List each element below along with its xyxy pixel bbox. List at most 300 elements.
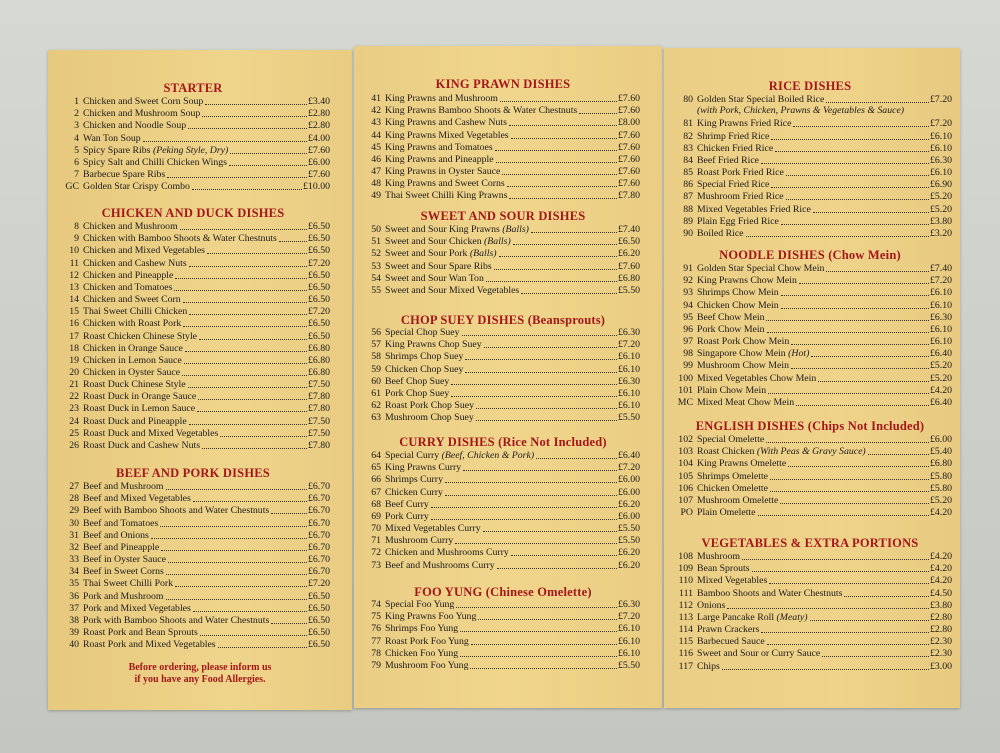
- item-name: Beef Curry: [385, 498, 429, 510]
- item-name: Chicken and Pineapple: [83, 269, 174, 281]
- item-price: £7.50: [307, 427, 330, 439]
- menu-item: [669, 129, 952, 141]
- item-price: £6.10: [929, 167, 952, 179]
- menu-item: [357, 141, 640, 153]
- item-note: (Balls): [502, 224, 529, 236]
- menu-item: [669, 202, 952, 214]
- dot-leader: [775, 151, 929, 152]
- dot-leader: [799, 283, 929, 284]
- item-price: £7.60: [617, 105, 640, 117]
- menu-item: [357, 546, 640, 558]
- dot-leader: [189, 424, 307, 425]
- dot-leader: [189, 266, 307, 267]
- item-number: 116: [678, 648, 693, 660]
- menu-item: [357, 498, 640, 510]
- menu-item: [55, 119, 330, 131]
- item-number: 32: [69, 541, 79, 553]
- menu-item: [669, 262, 952, 274]
- item-price: £6.30: [617, 599, 640, 611]
- item-price: £6.10: [617, 623, 640, 635]
- item-name: Roast Pork Fried Rice: [697, 167, 784, 179]
- item-price: £6.10: [929, 323, 952, 335]
- item-price: £2.30: [929, 636, 952, 648]
- item-price: £6.50: [307, 269, 330, 281]
- item-price: £6.00: [617, 510, 640, 522]
- item-number: 94: [683, 299, 693, 311]
- item-number: 24: [69, 415, 79, 427]
- dot-leader: [184, 363, 307, 364]
- item-price: £5.40: [929, 446, 952, 458]
- dot-leader: [796, 405, 929, 406]
- menu-item: [55, 107, 330, 119]
- dot-leader: [780, 503, 929, 504]
- item-name: Chicken with Roast Pork: [83, 318, 182, 330]
- item-name: Shrimps Omelette: [697, 470, 769, 482]
- item-number: 30: [69, 517, 79, 529]
- item-number: 42: [371, 105, 381, 117]
- menu-item: [357, 223, 640, 235]
- dot-leader: [761, 163, 929, 164]
- dot-leader: [810, 620, 929, 621]
- dot-leader: [484, 347, 617, 348]
- item-number: 102: [678, 434, 693, 446]
- item-price: £7.80: [307, 403, 330, 415]
- item-price: £6.10: [929, 142, 952, 154]
- item-name: Special Omelette: [697, 434, 765, 446]
- item-number: 84: [683, 154, 693, 166]
- item-name: Shrimps Foo Yung: [385, 623, 459, 635]
- item-price: £6.80: [307, 342, 330, 354]
- dot-leader: [451, 384, 617, 385]
- dot-leader: [811, 356, 929, 357]
- item-number: 115: [678, 636, 693, 648]
- item-name: Beef with Bamboo Shoots and Water Chestnuts: [83, 505, 270, 517]
- item-number: 41: [371, 93, 381, 105]
- dot-leader: [781, 224, 929, 225]
- menu-item: [357, 510, 640, 522]
- menu-item: [669, 335, 952, 347]
- item-number: 107: [678, 494, 693, 506]
- item-price: £4.00: [307, 132, 330, 144]
- item-number: 72: [371, 547, 381, 559]
- item-number: 12: [69, 269, 79, 281]
- item-price: £6.70: [307, 493, 330, 505]
- item-price: £6.10: [617, 635, 640, 647]
- menu-item: [357, 461, 640, 473]
- item-price: £5.80: [929, 482, 952, 494]
- dot-leader: [781, 308, 929, 309]
- section-title-noodle-dishes-chow-mein: NOODLE DISHES (Chow Mein): [719, 248, 901, 262]
- item-number: 28: [69, 493, 79, 505]
- item-number: 34: [69, 566, 79, 578]
- dot-leader: [769, 583, 929, 584]
- item-name: Bean Sprouts: [697, 563, 750, 575]
- item-number: 18: [69, 342, 79, 354]
- item-price: £3.00: [929, 660, 952, 672]
- dot-leader: [205, 104, 307, 105]
- item-number: 19: [69, 354, 79, 366]
- menu-item: [357, 350, 640, 362]
- item-price: £6.70: [307, 554, 330, 566]
- dot-leader: [460, 656, 617, 657]
- dot-leader: [781, 295, 929, 296]
- menu-item: [357, 473, 640, 485]
- item-price: £7.20: [617, 611, 640, 623]
- item-price: £6.70: [307, 566, 330, 578]
- item-name: Shrimp Fried Rice: [697, 130, 770, 142]
- item-number: 55: [371, 284, 381, 296]
- dot-leader: [460, 631, 617, 632]
- item-name: Bamboo Shoots and Water Chestnuts: [697, 587, 843, 599]
- dot-leader: [868, 454, 929, 455]
- item-number: 36: [69, 590, 79, 602]
- dot-leader: [727, 608, 929, 609]
- item-price: £5.50: [617, 659, 640, 671]
- item-name: Pork with Bamboo Shoots and Water Chestnuts: [83, 614, 270, 626]
- dot-leader: [844, 596, 929, 597]
- item-name: Mushroom Omelette: [697, 494, 779, 506]
- item-name: Golden Star Special Boiled Rice: [697, 94, 825, 106]
- item-number: 23: [69, 403, 79, 415]
- item-note: (Hot): [788, 348, 810, 360]
- item-price: £4.20: [929, 507, 952, 519]
- item-price: £6.10: [617, 400, 640, 412]
- dot-leader: [767, 644, 929, 645]
- item-price: £6.20: [617, 248, 640, 260]
- dot-leader: [511, 555, 617, 556]
- item-price: £6.70: [307, 481, 330, 493]
- item-name: Chicken Chow Mein: [697, 299, 779, 311]
- item-number: 60: [371, 375, 381, 387]
- item-number: 69: [371, 510, 381, 522]
- menu-item: [669, 311, 952, 323]
- menu-item: [357, 153, 640, 165]
- item-price: £6.10: [617, 647, 640, 659]
- item-price: £6.00: [307, 156, 330, 168]
- item-number: 83: [683, 142, 693, 154]
- item-number: 9: [74, 233, 79, 245]
- item-name: Roast Pork and Mixed Vegetables: [83, 639, 216, 651]
- item-name: Beef Chop Suey: [385, 375, 450, 387]
- item-name: Roast Pork and Bean Sprouts: [83, 626, 198, 638]
- menu-item: [669, 494, 952, 506]
- menu-item: [669, 635, 952, 647]
- menu-item: [669, 611, 952, 623]
- item-name: Sweet and Sour Spare Ribs: [385, 260, 492, 272]
- item-number: 38: [69, 614, 79, 626]
- item-number: 7: [74, 169, 79, 181]
- item-name: Mushroom Foo Yung: [385, 659, 469, 671]
- item-number: 33: [69, 554, 79, 566]
- menu-item: [55, 427, 330, 439]
- item-price: £7.80: [307, 391, 330, 403]
- item-price: £7.60: [307, 144, 330, 156]
- dot-leader: [511, 138, 617, 139]
- item-number: 111: [679, 587, 693, 599]
- item-number: 93: [683, 287, 693, 299]
- dot-leader: [445, 495, 617, 496]
- dot-leader: [463, 470, 617, 471]
- item-price: £6.10: [617, 363, 640, 375]
- menu-item: [55, 492, 330, 504]
- item-number: 66: [371, 474, 381, 486]
- menu-item: [669, 323, 952, 335]
- dot-leader: [818, 381, 929, 382]
- menu-item: [357, 116, 640, 128]
- item-number: 48: [371, 178, 381, 190]
- dot-leader: [151, 538, 307, 539]
- dot-leader: [497, 568, 617, 569]
- menu-item: [55, 180, 330, 192]
- menu-item: [669, 166, 952, 178]
- item-note: (Beef, Chicken & Pork): [441, 450, 535, 462]
- dot-leader: [494, 269, 617, 270]
- item-price: £6.10: [929, 299, 952, 311]
- item-price: £2.30: [929, 648, 952, 660]
- dot-leader: [786, 175, 929, 176]
- item-number: 59: [371, 363, 381, 375]
- item-name: Roast Pork Chop Suey: [385, 400, 474, 412]
- item-price: £6.40: [929, 348, 952, 360]
- item-price: £5.20: [929, 191, 952, 203]
- item-number: 64: [371, 450, 381, 462]
- item-price: £6.40: [929, 396, 952, 408]
- item-number: 56: [371, 327, 381, 339]
- menu-item: [669, 574, 952, 586]
- item-name: Chicken Curry: [385, 486, 443, 498]
- item-number: 88: [683, 203, 693, 215]
- item-price: £6.30: [929, 154, 952, 166]
- menu-item: [55, 414, 330, 426]
- item-name: Pork Chop Suey: [385, 387, 450, 399]
- dot-leader: [218, 647, 307, 648]
- dot-leader: [476, 420, 617, 421]
- item-name: Mixed Vegetables: [697, 575, 768, 587]
- item-price: £6.50: [307, 233, 330, 245]
- item-price: £7.20: [929, 118, 952, 130]
- dot-leader: [531, 232, 617, 233]
- menu-item: [357, 235, 640, 247]
- item-name: King Prawns and Pineapple: [385, 153, 494, 165]
- item-name: Chicken and Sweet Corn Soup: [83, 96, 204, 108]
- item-name: Spicy Spare Ribs: [83, 144, 153, 156]
- item-name: Chips: [697, 660, 720, 672]
- menu-item: [55, 529, 330, 541]
- menu-item: [669, 93, 952, 105]
- menu-item: [55, 577, 330, 589]
- item-price: £7.60: [617, 141, 640, 153]
- dot-leader: [766, 320, 928, 321]
- dot-leader: [771, 187, 929, 188]
- menu-item: [357, 622, 640, 634]
- item-name: King Prawns and Sweet Corns: [385, 178, 505, 190]
- item-price: £5.50: [617, 523, 640, 535]
- menu-item: [55, 342, 330, 354]
- item-price: £7.40: [929, 263, 952, 275]
- item-name: Roast Duck and Cashew Nuts: [83, 439, 201, 451]
- item-name: Pork and Mixed Vegetables: [83, 602, 191, 614]
- item-name: King Prawns and Cashew Nuts: [385, 117, 507, 129]
- item-price: £6.50: [307, 590, 330, 602]
- dot-leader: [826, 102, 929, 103]
- menu-item: [55, 439, 330, 451]
- item-price: £3.80: [929, 215, 952, 227]
- item-number: 104: [678, 458, 693, 470]
- section-title-english-dishes-chips-not-included: ENGLISH DISHES (Chips Not Included): [695, 419, 925, 433]
- item-number: 11: [69, 257, 79, 269]
- menu-item: [669, 215, 952, 227]
- item-price: £6.10: [929, 336, 952, 348]
- dot-leader: [220, 436, 307, 437]
- item-name: Beef Chow Mein: [697, 311, 765, 323]
- item-price: £6.20: [617, 559, 640, 571]
- item-name: Singapore Chow Mein: [697, 348, 789, 360]
- menu-item: [669, 347, 952, 359]
- menu-item: [357, 411, 640, 423]
- dot-leader: [507, 186, 617, 187]
- item-name: Onions: [697, 599, 726, 611]
- item-price: £6.70: [307, 529, 330, 541]
- item-name: Beef and Pineapple: [83, 541, 160, 553]
- item-price: £5.20: [929, 372, 952, 384]
- item-name: Beef in Oyster Sauce: [83, 554, 166, 566]
- item-price: £2.80: [307, 120, 330, 132]
- item-price: £4.20: [929, 384, 952, 396]
- item-number: 63: [371, 412, 381, 424]
- item-name: Mushroom Chop Suey: [385, 412, 474, 424]
- item-price: £3.80: [929, 599, 952, 611]
- item-price: £5.80: [929, 470, 952, 482]
- item-number: 37: [69, 602, 79, 614]
- item-price: £2.80: [307, 108, 330, 120]
- menu-item: [55, 516, 330, 528]
- menu-item: [55, 144, 330, 156]
- dot-leader: [470, 668, 616, 669]
- menu-item: [357, 284, 640, 296]
- item-name: Chicken in Lemon Sauce: [83, 354, 182, 366]
- menu-item: [669, 359, 952, 371]
- dot-leader: [192, 189, 302, 190]
- item-price: £5.50: [617, 412, 640, 424]
- item-price: £6.50: [307, 245, 330, 257]
- dot-leader: [579, 113, 617, 114]
- item-number: 78: [371, 647, 381, 659]
- menu-item: [357, 338, 640, 350]
- item-number: 10: [69, 245, 79, 257]
- item-number: 101: [678, 384, 693, 396]
- menu-item: [669, 154, 952, 166]
- menu-item: [357, 598, 640, 610]
- item-name: King Prawns Chow Mein: [697, 275, 797, 287]
- item-name: Mushroom Curry: [385, 535, 454, 547]
- item-name: Golden Star Crispy Combo: [83, 181, 190, 193]
- item-price: £7.60: [617, 153, 640, 165]
- dot-leader: [183, 302, 307, 303]
- item-price: £7.20: [307, 306, 330, 318]
- item-number: MC: [677, 396, 693, 408]
- dot-leader: [767, 332, 929, 333]
- item-name: Special Fried Rice: [697, 179, 770, 191]
- menu-item: [55, 329, 330, 341]
- dot-leader: [768, 393, 929, 394]
- item-price: £4.20: [929, 575, 952, 587]
- item-number: 117: [678, 660, 693, 672]
- item-name: Chicken and Mushroom: [83, 221, 178, 233]
- dot-leader: [766, 442, 929, 443]
- menu-item: [669, 469, 952, 481]
- item-number: 58: [371, 351, 381, 363]
- section-title-vegetables-extra-portions: VEGETABLES & EXTRA PORTIONS: [701, 536, 919, 550]
- section-title-curry-dishes-rice-not-included: CURRY DISHES (Rice Not Included): [399, 435, 607, 449]
- dot-leader: [166, 574, 307, 575]
- menu-item: [55, 354, 330, 366]
- item-name: Shrimps Chow Mein: [697, 287, 779, 299]
- item-name: Pork Curry: [385, 510, 429, 522]
- item-number: 39: [69, 626, 79, 638]
- dot-leader: [483, 531, 617, 532]
- item-price: £6.50: [307, 614, 330, 626]
- item-price: £6.50: [307, 221, 330, 233]
- menu-item: [55, 256, 330, 268]
- item-price: £7.80: [617, 190, 640, 202]
- item-number: 27: [69, 481, 79, 493]
- dot-leader: [198, 399, 307, 400]
- item-price: £3.20: [929, 227, 952, 239]
- item-number: 40: [69, 639, 79, 651]
- dot-leader: [180, 229, 307, 230]
- item-number: 35: [69, 578, 79, 590]
- item-number: 17: [69, 330, 79, 342]
- item-name: Large Pancake Roll: [697, 611, 777, 623]
- item-note: (Balls): [484, 236, 511, 248]
- item-price: £6.20: [617, 498, 640, 510]
- menu-item: [669, 586, 952, 598]
- menu-item: [669, 274, 952, 286]
- dot-leader: [826, 271, 929, 272]
- dot-leader: [271, 623, 307, 624]
- item-number: 13: [69, 281, 79, 293]
- dot-leader: [182, 375, 307, 376]
- dot-leader: [160, 526, 307, 527]
- item-name: Mixed Meat Chow Mein: [697, 396, 795, 408]
- item-price: £7.60: [617, 166, 640, 178]
- item-name: Sweet and Sour or Curry Sauce: [697, 648, 821, 660]
- item-price: £6.50: [307, 626, 330, 638]
- item-name: Shrimps Curry: [385, 474, 443, 486]
- menu-item: [669, 550, 952, 562]
- dot-leader: [495, 150, 617, 151]
- dot-leader: [175, 278, 307, 279]
- dot-leader: [143, 141, 307, 142]
- dot-leader: [509, 198, 617, 199]
- dot-leader: [500, 101, 617, 102]
- item-price: £6.50: [307, 318, 330, 330]
- item-name: Roast Chicken Chinese Style: [83, 330, 198, 342]
- item-price: £7.60: [617, 129, 640, 141]
- item-number: 62: [371, 400, 381, 412]
- item-number: 85: [683, 167, 693, 179]
- section-title-starter: STARTER: [163, 81, 223, 95]
- dot-leader: [478, 619, 617, 620]
- item-name: Roast Chicken: [697, 446, 757, 458]
- item-name: Mixed Vegetables Curry: [385, 523, 481, 535]
- item-number: 99: [683, 360, 693, 372]
- dot-leader: [202, 448, 307, 449]
- menu-item: [669, 623, 952, 635]
- item-name: Roast Duck and Mixed Vegetables: [83, 427, 219, 439]
- menu-item: [55, 244, 330, 256]
- menu-item: [55, 565, 330, 577]
